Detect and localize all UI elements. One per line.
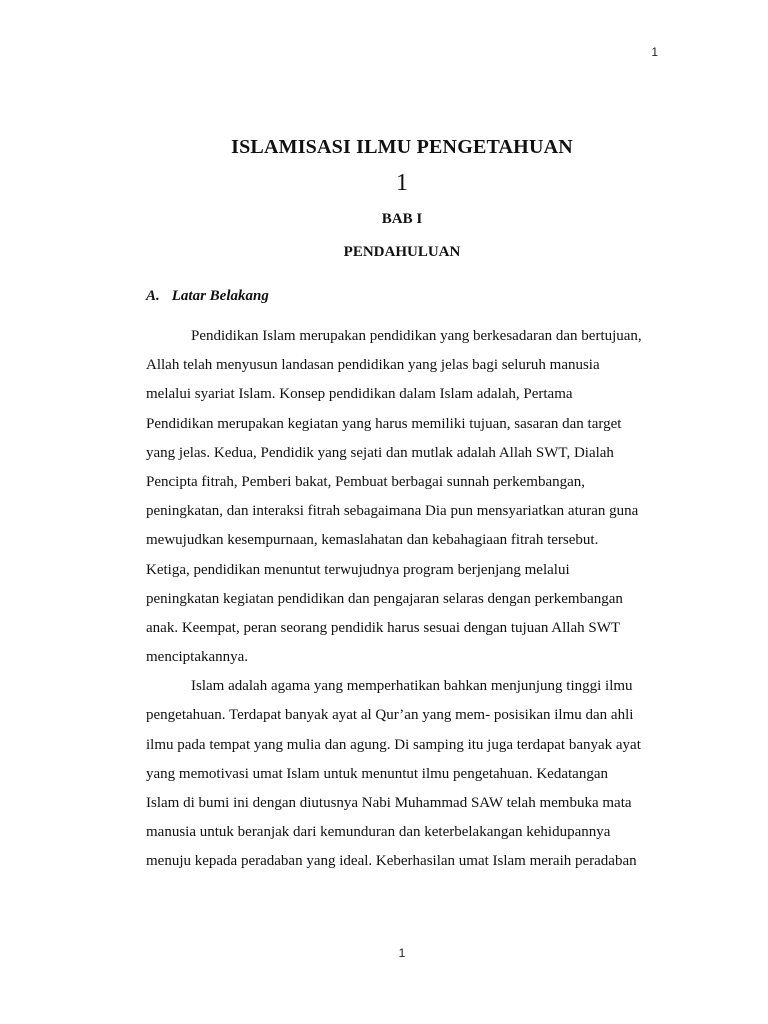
text-line: Islam adalah agama yang memperhatikan bahkan menjunjung tinggi ilmu (191, 678, 633, 695)
text-line: Ketiga, pendidikan menuntut terwujudnya program berjenjang melalui (146, 561, 570, 578)
text-line: menuju kepada peradaban yang ideal. Keberhasilan umat Islam meraih peradaban (146, 853, 637, 870)
text-line: manusia untuk beranjak dari kemunduran dan keterbelakangan kehidupannya (146, 824, 611, 841)
text-line: melalui syariat Islam. Konsep pendidikan dalam Islam adalah, Pertama (146, 386, 573, 403)
text-line: ilmu pada tempat yang mulia dan agung. Di samping itu juga terdapat banyak ayat (146, 736, 641, 753)
text-line: peningkatan kegiatan pendidikan dan pengajaran selaras dengan perkembangan (146, 590, 623, 607)
chapter-number: BAB I (381, 211, 423, 227)
section-number: A. (146, 288, 160, 304)
text-line: Pendidikan merupakan kegiatan yang harus memiliki tujuan, sasaran dan target (146, 415, 622, 432)
text-line: pengetahuan. Terdapat banyak ayat al Qur’an yang mem- posisikan ilmu dan ahli (146, 707, 634, 724)
text-line: mewujudkan kesempurnaan, kemaslahatan dan kebahagiaan fitrah tersebut. (146, 532, 599, 549)
header-page-number: 1 (651, 45, 658, 59)
text-line: Islam di bumi ini dengan diutusnya Nabi Muhammad SAW telah membuka mata (146, 795, 632, 811)
title-footnote-mark: 1 (396, 170, 408, 196)
text-line: Allah telah menyusun landasan pendidikan yang jelas bagi seluruh manusia (146, 357, 600, 374)
section-heading (146, 288, 269, 305)
footer-page-number: 1 (398, 946, 406, 960)
text-line: Pencipta fitrah, Pemberi bakat, Pembuat berbagai sunnah perkembangan, (146, 473, 586, 490)
text-line: yang memotivasi umat Islam untuk menuntut ilmu pengetahuan. Kedatangan (146, 765, 608, 782)
chapter-title: PENDAHULUAN (343, 244, 461, 260)
text-line: menciptakannya. (146, 649, 249, 666)
text-line: anak. Keempat, peran seorang pendidik harus sesuai dengan tujuan Allah SWT (146, 619, 621, 636)
text-line: Pendidikan Islam merupakan pendidikan yang berkesadaran dan bertujuan, (191, 328, 642, 344)
text-line: yang jelas. Kedua, Pendidik yang sejati dan mutlak adalah Allah SWT, Dialah (146, 444, 614, 461)
document-title: ISLAMISASI ILMU PENGETAHUAN (231, 136, 573, 158)
text-line: peningkatan, dan interaksi fitrah sebagaimana Dia pun mensyariatkan aturan guna (146, 503, 639, 520)
section-title: Latar Belakang (171, 288, 269, 304)
body-text (146, 322, 666, 877)
